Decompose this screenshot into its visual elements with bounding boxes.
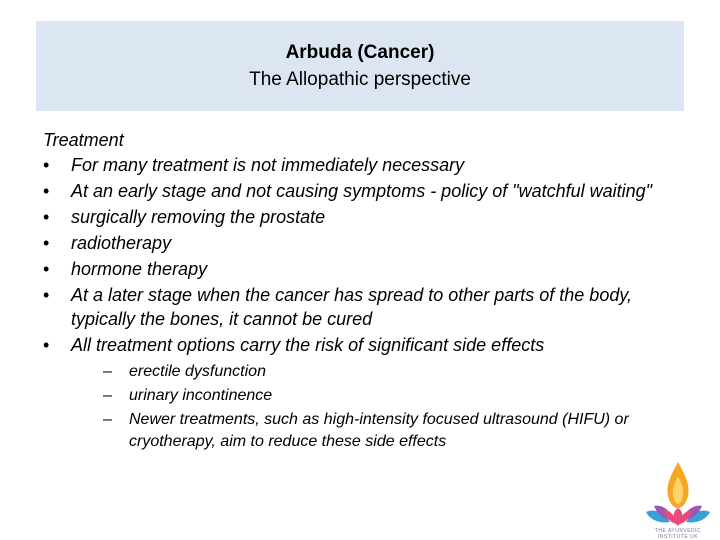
bullet-item	[43, 153, 683, 177]
bullet-item	[43, 179, 683, 203]
title-box	[36, 21, 684, 111]
slide-title: Arbuda (Cancer)	[285, 42, 435, 63]
bullet-item	[43, 231, 683, 255]
bullet-marker: •	[43, 285, 50, 305]
bullet-item	[43, 205, 683, 229]
sub-bullet-item	[103, 385, 683, 407]
bullet-marker: •	[43, 181, 50, 201]
lamp-flame-logo-icon	[640, 460, 716, 538]
bullet-text: At a later stage when the cancer has spread to other parts of the body, typically the bones, it cannot be cured	[71, 285, 633, 329]
section-heading: Treatment	[43, 130, 124, 150]
sub-bullet-text: Newer treatments, such as high-intensity focused ultrasound (HIFU) or cryotherapy, aim to reduce these side effects	[129, 411, 629, 450]
slide-subtitle: The Allopathic perspective	[249, 69, 471, 90]
sub-bullet-text: urinary incontinence	[129, 387, 273, 404]
bullet-item	[43, 257, 683, 281]
bullet-marker: •	[43, 155, 50, 175]
bullet-text: All treatment options carry the risk of significant side effects	[71, 335, 545, 355]
bullet-marker: •	[43, 233, 50, 253]
bullet-text: At an early stage and not causing symptoms - policy of "watchful waiting"	[71, 181, 653, 201]
bullet-marker: •	[43, 335, 50, 355]
logo-caption: THE AYURVEDIC INSTITUTE UK	[654, 528, 702, 540]
sub-bullet-text: erectile dysfunction	[129, 363, 266, 380]
bullet-item	[43, 333, 683, 453]
bullet-marker: •	[43, 207, 50, 227]
content-body	[43, 127, 683, 455]
bullet-text: hormone therapy	[71, 259, 208, 279]
bullet-item	[43, 283, 683, 331]
dash-marker: –	[103, 411, 112, 428]
bullet-marker: •	[43, 259, 50, 279]
sub-bullet-list	[103, 361, 683, 453]
dash-marker: –	[103, 363, 112, 380]
bullet-list	[43, 153, 683, 453]
sub-bullet-item	[103, 361, 683, 383]
bullet-text: radiotherapy	[71, 233, 172, 253]
bullet-text: For many treatment is not immediately necessary	[71, 155, 465, 175]
bullet-text: surgically removing the prostate	[71, 207, 326, 227]
dash-marker: –	[103, 387, 112, 404]
sub-bullet-item	[103, 409, 683, 453]
